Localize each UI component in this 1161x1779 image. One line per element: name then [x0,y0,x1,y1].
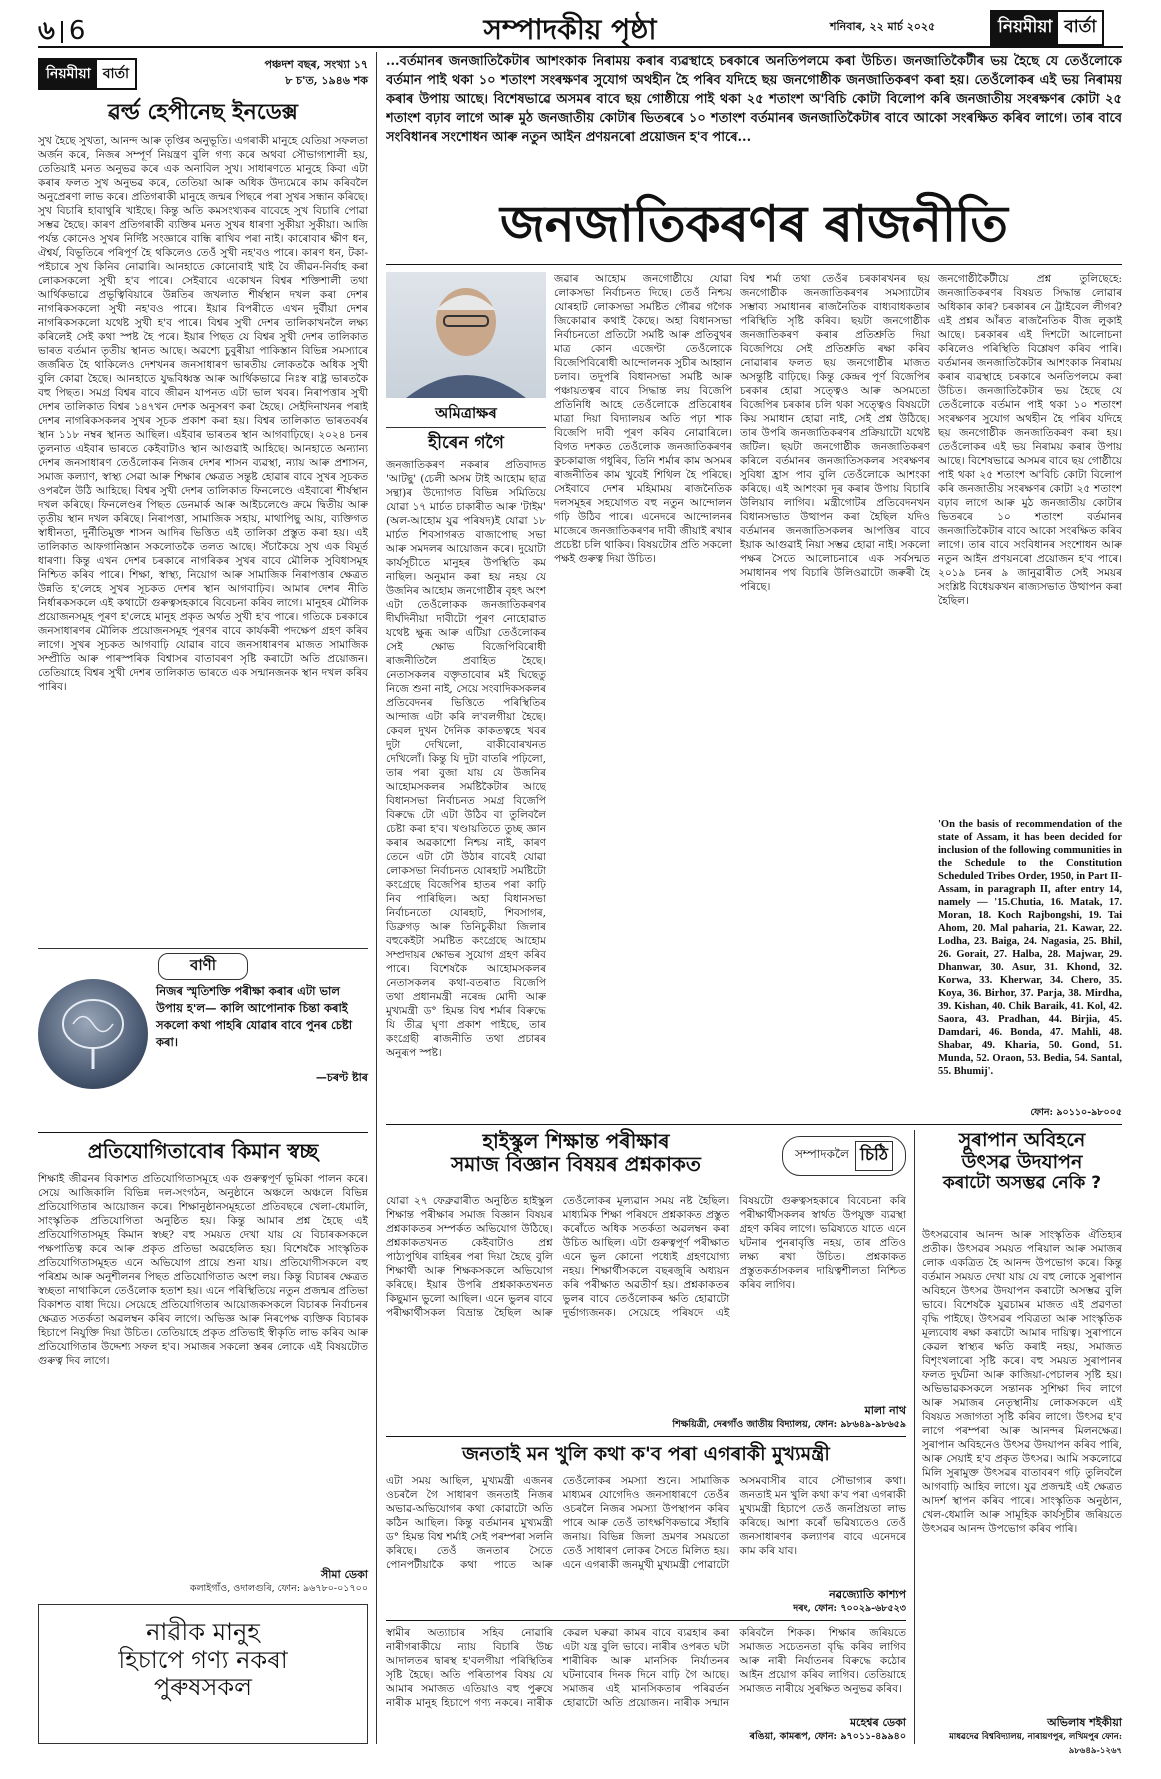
page-number-bn: ৬ [38,16,55,46]
letters-badge [782,1136,906,1176]
article-author: হীৰেন গগৈ [428,433,504,453]
cm-bottom-rule [386,1620,906,1621]
logo-part1: নিয়মীয়া [992,12,1058,44]
alcohol-title-2: উৎসৱ উদযাপন [961,1150,1083,1173]
edition-logo [38,58,137,90]
competition-title: প্ৰতিযোগিতাবোৰ কিমান স্বচ্ছ [87,1139,319,1163]
quote-title: বাণী [158,953,248,980]
column-label: অমিত্রাক্ষৰ [386,402,546,428]
edition-line-1: পঞ্চদশ বছৰ, সংখ্যা ১৭ [264,58,368,71]
main-article-col-2: জৱাৰ আহোম জনগোষ্ঠীয়ে যোৱা লোকসভা নিৰ্বাচনত দিছে। তেওঁ নিশ্চয় যোৰহাট লোকসভা সমষ্টিত গৌৰৱ গগৈক জিকোৱাৰ কথাই কৈছে। অহা বিধানসভা নিৰ্বাচনতো প্ৰতিটো সমষ্টি আৰু প্ৰতিবুথৰ মাত্ৰ কোন এজেণ্টা তেওঁলোকে বিজেপিবিৰোধী আন্দোলনক সুচীৰ আহ্বান চলাব। তদুপৰি বিধানসভা সমষ্টি আৰু পঞ্চায়তত্বৰ বাবে সিদ্ধান্ত লয় বিজেপি প্ৰতিনিধি আহে তেওঁলোকে প্ৰতিৰোধৰ মাত্ৰা দিয়া বিদ্যালয়ৰ অতি পঢ়া শাক বিজেপি দাবী পূৰণ কৰিব নোৱাৰিলে। বিগত দশকত তেওঁলোক জনজাতিকৰণৰ কুচকাৱাজ গধুৰিব, তিনি শৰ্মাৰ কাম অসমৰ ৰাজনীতিৰ কাম খুবেই শিথিল হৈ পৰিছে। সেইবাবে দেশৰ মহিমাময় ৰাজনৈতিক দলসমূহৰ সহযোগত বহু নতুন আন্দোলন গঢ়ি উঠিব পাৰে। এনেদৰে আন্দোলনৰ মাজেৰে জনজাতিকৰণৰ দাবী জীয়াই ৰখাৰ প্ৰচেষ্টা চলি থাকিব। বিষয়টোৰ প্ৰতি সকলো পক্ষই গুৰুত্ব দিয়া উচিত। [554,273,732,565]
hslc-title-2: সমাজ বিজ্ঞান বিষয়ৰ প্ৰশ্নকাকত [451,1152,701,1176]
alcohol-author: অভিলাষ শইকীয়া [1047,1716,1122,1729]
masthead-logo [990,10,1104,46]
logo-part2: বাৰ্তা [1064,17,1097,37]
author-portrait-icon [386,272,546,398]
section-title: সম্পাদকীয় পৃষ্ঠা [483,13,657,46]
left-column-divider [376,52,377,1744]
brain-icon [38,979,148,1089]
alcohol-body: উৎসৱবোৰ আনন্দ আৰু সাংস্কৃতিক ঐতিহ্যৰ প্ৰতীক। উৎসৱৰ সময়ত পৰিয়াল আৰু সমাজৰ লোক একত্ৰিত হৈ আনন্দ উপভোগ কৰে। কিন্তু বৰ্তমান সময়ত দেখা যায় যে বহু লোকে সুৰাপান অবিহনে উৎসৱ উদযাপন কৰাটো অসম্ভৱ বুলি ভাবে। বিশেষকৈ যুৱচামৰ মাজত এই প্ৰৱণতা বৃদ্ধি পাইছে। উৎসৱৰ পবিত্ৰতা আৰু সাংস্কৃতিক মূল্যবোধ ৰক্ষা কৰাটো আমাৰ দায়িত্ব। সুৰাপানে কেৱল স্বাস্থ্যৰ ক্ষতি কৰাই নহয়, সমাজত বিশৃংখলাৰো সৃষ্টি কৰে। বহু সময়ত সুৰাপানৰ ফলত দুৰ্ঘটনা আৰু কাজিয়া-পেচালৰ সৃষ্টি হয়। অভিভাৱকসকলে সন্তানক সুশিক্ষা দিব লাগে আৰু সমাজৰ নেতৃস্থানীয় লোকসকলে এই বিষয়ত সজাগতা সৃষ্টি কৰিব লাগে। উৎসৱ হ'ব লাগে পৰম্পৰা আৰু আনন্দৰ মিলনক্ষেত্ৰ। সুৰাপান অবিহনেও উৎসৱ উদযাপন কৰিব পাৰি, আৰু সেয়াই হ'ব প্ৰকৃত উৎসৱ। আমি সকলোৱে মিলি সুৰামুক্ত উৎসৱৰ বাতাবৰণ গঢ়ি তুলিবলৈ আগবাঢ়ি আহিব লাগে। যুৱ প্ৰজন্মই এই ক্ষেত্ৰত আদৰ্শ স্থাপন কৰিব পাৰে। সাংস্কৃতিক অনুষ্ঠান, খেল-ধেমালি আৰু সামূহিক কাৰ্যসূচীৰ জৰিয়তে উৎসৱৰ আনন্দ উপভোগ কৰিব পাৰি। [922,1229,1122,1535]
page-number-en: 6 [68,16,86,46]
hslc-body: যোৱা ২৭ ফেব্ৰুৱাৰীত অনুষ্ঠিত হাইস্কুল শিক্ষান্ত পৰীক্ষাৰ সমাজ বিজ্ঞান বিষয়ৰ প্ৰশ্নকাকতৰ সম্পৰ্কত অভিযোগ উঠিছে। প্ৰশ্নকাকতখনত কেইবাটাও প্ৰশ্ন পাঠ্যপুথিৰ বাহিৰৰ পৰা দিয়া হৈছে বুলি শিক্ষাৰ্থী আৰু শিক্ষকসকলে অভিযোগ কৰিছে। ইয়াৰ উপৰি প্ৰশ্নকাকতখনত কিছুমান ভুলো আছিল। এনে ভুলৰ বাবে পৰীক্ষাৰ্থীসকল বিভ্ৰান্ত হৈছিল আৰু তেওঁলোকৰ মূল্যৱান সময় নষ্ট হৈছিল। মাধ্যমিক শিক্ষা পৰিষদে প্ৰশ্নকাকত প্ৰস্তুত কৰোঁতে অধিক সতৰ্কতা অৱলম্বন কৰা উচিত আছিল। এটা গুৰুত্বপূৰ্ণ পৰীক্ষাত এনে ভুল কোনো পধ্যেই গ্ৰহণযোগ্য নহয়। শিক্ষাৰ্থীসকলে বছৰজুৰি অধ্যয়ন কৰি পৰীক্ষাত অৱতীৰ্ণ হয়। প্ৰশ্নকাকতৰ ভুলৰ বাবে তেওঁলোকৰ ক্ষতি হোৱাটো দুৰ্ভাগ্যজনক। সেয়েহে পৰিষদে এই বিষয়টো গুৰুত্বসহকাৰে বিবেচনা কৰি পৰীক্ষাৰ্থীসকলৰ স্বাৰ্থত উপযুক্ত ব্যৱস্থা গ্ৰহণ কৰিব লাগে। ভৱিষ্যতে যাতে এনে ঘটনাৰ পুনৰাবৃত্তি নহয়, তাৰ প্ৰতিও লক্ষ্য ৰখা উচিত। প্ৰশ্নকাকত প্ৰস্তুতকৰ্তাসকলৰ দায়িত্বশীলতা নিশ্চিত কৰিব লাগিব। [386,1195,906,1319]
sailor-author: মহেশ্বৰ ডেকা [849,1716,906,1729]
top-banner: ...বৰ্তমানৰ জনজাতিকৈটাৰ আশংকাক নিৰাময় কৰাৰ ব্যৱস্থাহে চৰকাৰে অনতিপলমে কৰা উচিত। জনজাতিকৈটীৰ ভয় হৈছে যে তেওঁলোকে বৰ্তমান পাই থকা ১০ শতাংশ সংৰক্ষণৰ সুযোগ অথহীন হৈ পৰিব যদিহে ছয় জনগোষ্ঠীক জনজাতিকৰণ কৰা হয়। তেওঁলোকৰ এই ভয় নিৰাময় কৰাৰ উপায় আছে। বিশেষভাৱে অসমৰ বাবে ছয় গোষ্ঠীয়ে পাই থকা ২৫ শতাংশ অ'বিচি কোটা বিলোপ কৰি জনজাতীয় সংৰক্ষণৰ কোটা ২৫ শতাংশ বঢ়াব লাগে আৰু মুঠ জনজাতীয় কোটাৰ ভিতৰৰে ১০ শতাংশ বৰ্তমানৰ জনজাতিকৈটাৰ বাবে আকো সংৰক্ষিত কৰিব লাগে। তাৰ বাবে সংবিধানৰ সংশোধন আৰু নতুন আইন প্ৰণয়নৰো প্ৰয়োজন হ'ব পাৰে... [386,54,1122,145]
alcohol-address-text: মাধৱদেৱ বিশ্ববিদ্যালয়, নাৰায়ণপুৰ, লখিমপুৰ [949,1732,1099,1742]
main-title-rule [386,264,1122,265]
editorial-body: সুখ হৈছে সুখতা, আনন্দ আৰু তৃপ্তিৰ অনুভূতি। এগৰাকী মানুহে যেতিয়া সফলতা অৰ্জন কৰে, নিজৰ সম্পূৰ্ণ নিয়ন্ত্ৰণ বুলি গণ্য কৰে অথবা সৌভাগ্যশালী হয়, তেতিয়াই মনত অনুভৱ কৰে এক অনাবিল সুখ। সাধাৰণতে মানুহে কিবা এটা কৰাৰ ফলত সুখ অনুভৱ কৰে, তেতিয়া আৰু অধিক উদ্যমেৰে কাম কৰিবলৈ অনুপ্ৰেৰণা লাভ কৰে। প্ৰতিগৰাকী মানুহে জন্মৰ পিছৰে পৰা সুখৰ সন্ধান কৰিছে। সুখ বিচাৰি হাবাথুৰি খাইছে। কিন্তু অতি কমসংখ্যকৰ বাবেহে সুখ বিচাৰি পোৱা সম্ভৱ হৈছে। কাৰণ প্ৰতিগৰাকী ব্যক্তিৰ মনত সুখৰ ধাৰণা সুকীয়া সুকীয়া। আজি পৰ্যন্ত কোনেও সুখৰ নিৰ্দিষ্ট সংজ্ঞাৰে বান্ধি ৰাখিব পৰা নাই। কাৰোবাৰ ক্ষীণ ধন, ঐশ্বৰ্য, বিভূতিৰে পৰিপূৰ্ণ হৈ থকিলেও তেওঁ সুখী নহ'বও পাৰে। কাৰণ ধন, টকা-পইচাৰে সুখ কিনিব নোৱাৰি। আনহাতে কোনোবাই খাই বৈ জীৱন-নিৰ্বাহ কৰা লোকসকলো সুখী হ'ব পাৰে। সেইবাবে একোখন বিশ্বৰ শক্তিশালী তথা আৰ্থিকভাৱে প্ৰভূত্বিবিয়াৰে উন্নতিৰ জখলাত শীৰ্ষস্থান দখল কৰা দেশৰ নাগৰিকসকলো সুখী নহ'বও পাৰে। ইয়াৰ বিপৰীতে এখন দুৰ্বীয়া দেশৰ নাগৰিকসকলো যথেষ্ট সুখী হ'ব পাৰে। বিশ্বৰ সুখী দেশৰ তালিকাখনলৈ লক্ষ্য কৰিলেই সেই কথা স্পষ্ট হৈ পৰে। ইয়াৰ পিছত যে বিশ্বৰ সুখী দেশৰ তালিকাত ভাৰত বৰ্তমান তৃতীয় স্থানত আছে। অৱশ্যে চুবুৰীয়া পাকিস্তান বিভিন্ন সমস্যাৰে জৰ্জৰিত হৈ থাকিলেও দেশখনৰ জনসাধাৰণ ভাৰতীয় লোকতকৈ অধিক সুখী বুলি কোৱা হৈছে। আনহাতে যুদ্ধবিধ্বস্ত আৰু আৰ্থিকভাৱে নিঃস্ব ৰাষ্ট্ৰ ভাৰতকৈ বহু পিছত। সমগ্ৰ বিশ্বৰ বাবে জীৱন যাপনত এটা ভাল খবৰ। নিৰাপত্তাৰ সুখী দেশৰ তালিকাত বিশ্বৰ ১৪৭খন দেশক অনুসৰণ কৰা হৈছে। সেইদিনাখনৰ পৰাই দেশৰ নাগৰিকসকলৰ সুখৰ সূচক প্ৰকাশ কৰা হয়। বিশ্বৰ তালিকাত ভাৰতবৰ্ষৰ স্থান ১১৮ নম্বৰ স্থানত আছিল। এইবাৰ ভাৰতৰ স্থান আগবাঢ়িছে। ২০২৪ চনৰ তুলনাত এইবাৰ ভাৰতে কেইবাটাও স্থান আগুৱাই আহিছে। আনহাতে অন্যান্য দেশৰ জনসাধাৰণ তেওঁলোকৰ নিজৰ দেশৰ শাসন ব্যৱস্থা, ন্যায় আৰু প্ৰশাসন, সমাজ কল্যাণ, স্বাস্থ্য সেৱা আৰু শিক্ষাৰ ক্ষেত্ৰত সন্তুষ্ট হোৱাৰ বাবে সুখৰ সূচকত ওপৰলৈ উঠি আহিছে। বিশ্বৰ সুখী দেশৰ তালিকাত ফিনলেণ্ডে এইবাৰো শীৰ্ষস্থান দখল কৰিছে। ফিনলেণ্ডৰ পিছত ডেনমাৰ্ক আৰু আইচলেণ্ডে ক্ৰমে দ্বিতীয় আৰু তৃতীয় স্থান দখল কৰিছে। নিৰাপত্তা, সামাজিক সহায়, মাথাপিছু আয়, ব্যক্তিগত স্বাধীনতা, দুৰ্নীতিমুক্ত শাসন আদিৰ ভিত্তিত এই তালিকা প্ৰস্তুত কৰা হয়। এই তালিকাত আফগানিস্তান সকলোতকৈ তলত আছে। সঁচাকৈয়ে সুখ এক বিমূৰ্ত ধাৰণা। কিন্তু এখন দেশৰ চৰকাৰে নাগৰিকৰ সুখৰ বাবে মৌলিক সুবিধাসমূহ নিশ্চিত কৰিব পাৰে। শিক্ষা, স্বাস্থ্য, নিয়োগ আৰু সামাজিক নিৰাপত্তাৰ ক্ষেত্ৰত উন্নতি হ'লেহে সুখৰ সূচকত দেশৰ স্থান আগবাঢ়িব। আমাৰ দেশৰ নীতি নিৰ্ধাৰকসকলে এই কথাটো গুৰুত্বসহকাৰে বিবেচনা কৰিব লাগে। মানুহৰ মৌলিক প্ৰয়োজনসমূহ পূৰণ হ'লেহে মানুহ প্ৰকৃত অৰ্থত সুখী হ'ব পাৰে। গতিকে চৰকাৰে জনসাধাৰণৰ মৌলিক প্ৰয়োজনসমূহ পূৰণৰ বাবে কাৰ্যকৰী পদক্ষেপ গ্ৰহণ কৰিব লাগে। সুখৰ সূচকত আগবাঢ়ি যোৱাৰ বাবে জনসাধাৰণৰ মাজত সামাজিক সম্প্ৰীতি আৰু পাৰস্পৰিক বিশ্বাসৰ বাতাবৰণ সৃষ্টি কৰাটো অতি প্ৰয়োজন। তেতিয়াহে বিশ্বৰ সুখী দেশৰ তালিকাত ভাৰতে এক সন্মানজনক স্থান দখল কৰিব পাৰিব। [38,135,368,693]
main-article-col-3: বিশ্ব শৰ্মা তথা তেওঁৰ চৰকাৰখনৰ ছয় জনগোষ্ঠীক জনজাতিকৰণৰ সমস্যাটোৰ সম্ভাব্য সমাধানৰ ৰাজনৈতিক বাধ্যবাধকতাৰ পৰিস্থিতি সৃষ্টি কৰিব। ছয়টা জনগোষ্ঠীক জনজাতিকৰণ কৰাৰ প্ৰতিশ্ৰুতি দিয়া বিজেপিয়ে সেই প্ৰতিশ্ৰুতি ৰক্ষা কৰিব নোৱাৰাৰ ফলত ছয় জনগোষ্ঠীৰ মাজত অসন্তুষ্টি বাঢ়িছে। কিন্তু কেন্দ্ৰৰ পূৰ্ণ বিজেপিৰ চৰকাৰ হোৱা সত্ত্বেও আৰু অসমতো বিজেপিৰ চৰকাৰ চলি থকা সত্ত্বেও বিষয়টো কিয় সমাধান হোৱা নাই, সেই প্ৰশ্ন উঠিছে। তাৰ উপৰি জনজাতিকৰণৰ প্ৰক্ৰিয়াটো যথেষ্ট জটিল। ছয়টা জনগোষ্ঠীক জনজাতিকৰণ কৰিলে বৰ্তমানৰ জনজাতিসকলৰ সংৰক্ষণৰ সুবিধা হ্ৰাস পাব বুলি তেওঁলোকে আশংকা কৰিছে। এই আশংকা দূৰ কৰাৰ উপায় বিচাৰি উলিয়াব লাগিব। মন্ত্ৰীগোটৰ প্ৰতিবেদনখন বিধানসভাত উত্থাপন কৰা হৈছিল যদিও বৰ্তমানৰ জনজাতিসকলৰ আপত্তিৰ বাবে ইয়াক আগুৱাই নিয়া সম্ভৱ হোৱা নাই। সকলো পক্ষৰ সৈতে আলোচনাৰে এক সৰ্বসন্মত সমাধানৰ পথ বিচাৰি উলিওৱাটো জৰুৰী হৈ পৰিছে। [740,273,930,593]
alcohol-phone: ফোন: ৯৮৬৪৯-১২৬৭ [1068,1732,1122,1756]
letters-label: সম্পাদকলৈ [795,1147,849,1161]
main-article-col-1: জনজাতিকৰণ নকৰাৰ প্ৰতিবাদত 'আটছু' (চেলী অসম টাই আহোম ছাত্ৰ সন্থা)ৰ উদ্যোগত বিভিন্ন সমিতিয়ে যোৱা ১৭ মাৰ্চত চাকাৰীত আৰু 'টাইম' (অল-আহোম যুৱ পৰিষদ)ই যোৱা ১৮ মাৰ্চত শিবসাগৰত বাজাপোছ সভা আৰু সমদলৰ আয়োজন কৰে। দুয়োটা কাৰ্যসূচীতে মানুহৰ উপস্থিতি কম নাছিল। অনুমান কৰা হয় নহয় যে উজনিৰ আহোম জনগোষ্ঠীৰ বৃহৎ অংশ এটা তেওঁলোকক জনজাতিকৰণৰ দীৰ্ঘদিনীয়া দাবীটো পূৰণ নোহোৱাত যথেষ্ট ক্ষুব্ধ আৰু এটিয়া তেওঁলোকৰ সেই ক্ষোভ বিজেপিবিৰোধী ৰাজনীতিলৈ প্ৰবাহিত হৈছে। নেতাসকলৰ বক্তৃতাবোৰ মই ঘিছেতু নিজে শুনা নাই, সেয়ে সংবাদিকসকলৰ প্ৰতিবেদনৰ ভিত্তিতে পৰিস্থিতিৰ আন্দাজ এটা কৰি ল'বলগীয়া হৈছে। কেবল দুখন দৈনিক কাকতত্বহে খবৰ দুটা দেখিলো, বাকীবোৰখনত দেখিলোঁ। কিন্তু যি দুটা বাতৰি পঢ়িলো, তাৰ পৰা বুজা যায় যে উজনিৰ আহোমসকলৰ সমষ্টিকৈটাৰ আছে বিধানসভা নিৰ্বাচনত সমগ্ৰ বিজেপি বিৰুদ্ধে টো এটা উঠিব বা তুলিবলৈ চেষ্টা কৰা হ'ব। খণ্ডায়তিতে তুচ্ছ জ্ঞান কৰাৰ অৱকাশো নিশ্চয় নাই, কাৰণ তেনে এটা ঢৌ উঠাৰ বাবেই যোৱা লোকসভা নিৰ্বাচনত যোৰহাট সমষ্টিটো কংগ্ৰেছে বিজেপিৰ হাতৰ পৰা কাঢ়ি নিব পাৰিছিল। অহা বিধানসভা নিৰ্বাচনতো যোৰহাট, শিবসাগৰ, ডিব্ৰুগড় আৰু তিনিচুকীয়া জিলাৰ বহুকেইটা সমষ্টিত কংগ্ৰেছে আহোম সম্প্ৰদায়ৰ ক্ষোভৰ সুযোগ গ্ৰহণ কৰিব পাৰে। বিশেষকৈ আহোমসকলৰ নেতাসকলৰ কথা-বতৰাত বিজেপি তথা প্ৰধানমন্ত্ৰী নৰেন্দ্ৰ মোদী আৰু মুখ্যমন্ত্ৰী ড° হিমন্ত বিশ্ব শৰ্মাৰ বিৰুদ্ধে যি তীব্ৰ ঘৃণা প্ৰকাশ পাইছে, তাৰ কংগ্ৰেছী ৰাজনীতি তথা প্ৰচাৰৰ অনুৰূপ স্পষ্ট। [386,459,546,1059]
hslc-author: মালা নাথ [864,1404,906,1417]
masthead [0,0,1161,46]
sailor-address: ৰঙিয়া, কামৰূপ, ফোন: ৯৭০১১-৪৯৯৪০ [749,1731,906,1742]
edition-line-2: ৮ চ'ত, ১৯৪৬ শক [285,74,368,87]
cm-address: দৰং, ফোন: ৭০০২৯-৬৮৫২৩ [793,1603,906,1614]
editorial-title: ৱৰ্ল্ড হেপীনেছ ইনডেক্স [108,100,298,125]
cm-title: জনতাই মন খুলি কথা ক'ব পৰা এগৰাকী মুখ্যমন্ত্ৰী [462,1443,830,1465]
masthead-rule [38,46,1123,48]
quote-author: —চৰণ্ট ষ্টাৰ [315,1071,368,1084]
sailor-title-3: পুৰুষসকল [153,1673,253,1702]
alcohol-title-1: সুৰাপান অবিহনে [958,1129,1086,1151]
main-article-english-quote: 'On the basis of recommendation of the state of Assam, it has been decided for inclusion of the following communities in the Schedule to the Constitution Scheduled Tribes Order, 1950, in Part II-Assam, in paragraph II, after entry 14, namely — '15.Chutia, 16. Matak, 17. Moran, 18. Koch Rajbongshi, 19. Tai Ahom, 20. Mal paharia, 21. Kawar, 22. Lodha, 23. Baiga, 24. Nagasia, 25. Bhil, 26. Gorait, 27. Halba, 28. Majwar, 29. Dhanwar, 30. Asur, 31. Khond, 32. Korwa, 33. Kherwar, 34. Chero, 35. Koya, 36. Birhor, 37. Parja, 38. Mirdha, 39. Kishan, 40. Chik Baraik, 41. Kol, 42. Saora, 43. Pradhan, 44. Birjia, 45. Damdari, 46. Bonda, 47. Mahli, 48. Shabar, 49. Kharia, 50. Gond, 51. Munda, 52. Oraon, 53. Bedia, 54. Santal, 55. Bhumij'. [938,819,1122,1077]
competition-author: সীমা ডেকা [321,1568,368,1581]
edition-logo-part1: নিয়মীয়া [40,60,97,88]
main-article-phone: ফোন: ৯০১১০-৯৮০০৫ [1030,1107,1122,1118]
hslc-address-text: শিক্ষয়িত্ৰী, দেৰগাঁও জাতীয় বিদ্যালয় [672,1419,808,1430]
right-letters-divider [914,1130,915,1744]
edition-logo-part2: বাৰ্তা [102,66,130,82]
alcohol-title-3: কৰাটো অসম্ভৱ নেকি ? [942,1172,1102,1193]
hslc-address: শিক্ষয়িত্ৰী, দেৰগাঁও জাতীয় বিদ্যালয়, ফোন: ৯৮৬৪৯-৯৮৬৫৯ [672,1419,906,1430]
quote-text: নিজৰ স্মৃতিশক্তি পৰীক্ষা কৰাৰ এটা ভাল উপায় হ'ল— কালি আপোনাক চিন্তা কৰাই সকলো কথা পাহৰি যোৱাৰ বাবে পুনৰ চেষ্টা কৰা। [156,984,353,1049]
author-photo [386,272,546,398]
quote-box [38,948,368,1128]
issue-date: শনিবাৰ, ২২ মাৰ্চ ২০২৫ [830,20,936,33]
main-article-col-4: জনগোষ্ঠীকৈটীয়ে প্ৰশ্ন তুলিছেহে: জনজাতিকৰণৰ বিষয়ত সিদ্ধান্ত লোৱাৰ অধিকাৰ কাৰ? চৰকাৰৰ নে ট্ৰাইবেল লীগৰ? এই প্ৰশ্নৰ আঁৰত ৰাজনৈতিক বীজ লুকাই আছে। চৰকাৰৰ এই দিশটো আলোচনা কৰিলেও পৰিস্থিতি বিশ্লেষণ কৰিব পাৰি। বৰ্তমানৰ জনজাতিকৈটাৰ আশংকাক নিৰাময় কৰাৰ ব্যৱস্থাহে চৰকাৰে অনতিপলমে কৰা উচিত। জনজাতিকৈটাৰ ভয় হৈছে যে তেওঁলোকে বৰ্তমান পাই থকা ১০ শতাংশ সংৰক্ষণৰ সুযোগ অথহীন হৈ পৰিব যদিহে ছয় জনগোষ্ঠীক জনজাতিকৰণ কৰা হয়। তেওঁলোকৰ এই ভয় নিৰাময় কৰাৰ উপায় আছে। বিশেষভাৱে অসমৰ বাবে ছয় গোষ্ঠীয়ে পাই থকা ২৫ শতাংশ অ'বিচি কোটা বিলোপ কৰি জনজাতীয় সংৰক্ষণৰ কোটা ২৫ শতাংশ বঢ়াব লাগে আৰু মুঠ জনজাতীয় কোটাৰ ভিতৰৰে ১০ শতাংশ বৰ্তমানৰ জনজাতিকৈটাৰ বাবে আকো সংৰক্ষিত কৰিব লাগে। তাৰ বাবে সংবিধানৰ সংশোধন আৰু নতুন আইন প্ৰণয়নৰো প্ৰয়োজন হ'ব পাৰে। ২০১৯ চনৰ ৯ জানুৱাৰীত সেই সময়ৰ সংশ্লিষ্ট বিধেয়কখন ৰাজ্যসভাত উত্থাপন কৰা হৈছিল। [938,273,1122,607]
hslc-phone: ফোন: ৯৮৬৪৯-৯৮৬৫৯ [814,1419,906,1430]
competition-address: কলাইগাঁও, ওদালগুৰি, ফোন: ৯৬৭৮০-০১৭০০ [189,1583,368,1594]
hslc-title-1: হাইস্কুল শিক্ষান্ত পৰীক্ষাৰ [482,1129,670,1153]
sailor-body: স্বামীৰ অত্যাচাৰ সহিব নোৱাৰি নাৰীগৰাকীয়ে ন্যায় বিচাৰি উচ্চ আদালতৰ দ্বাৰস্থ হ'বলগীয়া পৰিস্থিতিৰ সৃষ্টি হৈছে। অতি পৰিতাপৰ বিষয় যে আমাৰ সমাজত এতিয়াও বহু পুৰুষে নাৰীক মানুহ হিচাপে গণ্য নকৰে। নাৰীক কেৱল ঘৰুৱা কামৰ বাবে ব্যৱহাৰ কৰা এটা যন্ত্ৰ বুলি ভাবে। নাৰীৰ ওপৰত ঘটা শাৰীৰিক আৰু মানসিক নিৰ্যাতনৰ ঘটনাবোৰ দিনক দিনে বাঢ়ি গৈ আছে। সমাজৰ এই মানসিকতাৰ পৰিৱৰ্তন হোৱাটো অতি প্ৰয়োজন। নাৰীক সন্মান কৰিবলৈ শিকক। শিক্ষাৰ জৰিয়তে সমাজত সচেতনতা বৃদ্ধি কৰিব লাগিব আৰু নাৰী নিৰ্যাতনৰ বিৰুদ্ধে কঠোৰ আইন প্ৰয়োগ কৰিব লাগিব। তেতিয়াহে সমাজত নাৰীয়ে সুৰক্ষিত অনুভৱ কৰিব। [386,1627,906,1709]
edition-box [38,52,368,96]
competition-rule [38,1132,368,1133]
sailor-heading-box [38,1604,368,1744]
alcohol-title-box [922,1130,1122,1226]
alcohol-address [922,1730,1122,1758]
sailor-title-2: হিচাপে গণ্য নকৰা [118,1645,288,1674]
letters-word: চিঠি [855,1141,893,1171]
cm-body: এটা সময় আছিল, মুখ্যমন্ত্ৰী এজনৰ ওচৰলৈ গৈ সাধাৰণ জনতাই নিজৰ অভাৱ-অভিযোগৰ কথা কোৱাটো অতি কঠিন আছিল। কিন্তু বৰ্তমানৰ মুখ্যমন্ত্ৰী ড° হিমন্ত বিশ্ব শৰ্মাই সেই পৰম্পৰা সলনি কৰিছে। তেওঁ জনতাৰ সৈতে পোনপটীয়াকৈ কথা পাতে আৰু তেওঁলোকৰ সমস্যা শুনে। সামাজিক মাধ্যমৰ যোগেদিও জনসাধাৰণে তেওঁৰ ওচৰলৈ নিজৰ সমস্যা উপস্থাপন কৰিব পাৰে আৰু তেওঁ তাৎক্ষণিকভাৱে সঁহাৰি জনায়। বিভিন্ন জিলা ভ্ৰমণৰ সময়তো তেওঁ সাধাৰণ লোকৰ সৈতে মিলিত হয়। এনে এগৰাকী জনমুখী মুখ্যমন্ত্ৰী পোৱাটো অসমবাসীৰ বাবে সৌভাগ্যৰ কথা। জনতাই মন খুলি কথা ক'ব পৰা এগৰাকী মুখ্যমন্ত্ৰী হিচাপে তেওঁ জনপ্ৰিয়তা লাভ কৰিছে। আশা কৰোঁ ভৱিষ্যতেও তেওঁ জনসাধাৰণৰ কল্যাণৰ বাবে এনেদৰে কাম কৰি যাব। [386,1475,906,1571]
main-article-title: জনজাতিকৰণৰ ৰাজনীতি [500,195,1008,253]
hslc-title-box [386,1130,906,1190]
cm-author: নৱজ্যোতি কাশ্যপ [829,1588,906,1601]
sailor-title-1: নাৱীক মানুহ [146,1618,260,1646]
hslc-bottom-rule [386,1436,906,1437]
main-article-bottom-rule [386,1124,1122,1125]
competition-body: শিক্ষাই জীৱনৰ বিকাশত প্ৰতিযোগিতাসমূহে এক গুৰুত্বপূৰ্ণ ভূমিকা পালন কৰে। সেয়ে আজিকালি বিভিন্ন দল-সংগঠন, অনুষ্ঠানে অঞ্চলে অঞ্চলে বিভিন্ন প্ৰতিযোগিতাৰ আয়োজন কৰে। শিক্ষানুষ্ঠানসমূহতো প্ৰতিবছৰে খেলা-ধেমালি, সাংস্কৃতিক প্ৰতিযোগিতা অনুষ্ঠিত হয়। কিন্তু আমাৰ প্ৰশ্ন হৈছে এই প্ৰতিযোগিতাসমূহ কিমান স্বচ্ছ? বহু সময়ত দেখা যায় যে বিচাৰকসকলে পক্ষপাতিত্ব কৰে আৰু প্ৰকৃত প্ৰতিভা অৱহেলিত হয়। বিশেষকৈ সাংস্কৃতিক প্ৰতিযোগিতাসমূহত এনে অভিযোগ প্ৰায়ে শুনা যায়। প্ৰতিযোগীসকলে বহু পৰিশ্ৰম আৰু অনুশীলনৰ পিছত প্ৰতিযোগিতাত অংশ লয়। কিন্তু বিচাৰৰ ক্ষেত্ৰত স্বচ্ছতা নাথাকিলে তেওঁলোক হতাশ হয়। এনে পৰিস্থিতিয়ে নতুন প্ৰজন্মৰ প্ৰতিভা বিকাশত বাধা দিয়ে। সেয়েহে প্ৰতিযোগিতাৰ আয়োজকসকলে বিচাৰক নিৰ্বাচনৰ ক্ষেত্ৰত সতৰ্কতা অৱলম্বন কৰিব লাগে। অভিজ্ঞ আৰু নিৰপেক্ষ ব্যক্তিক বিচাৰক হিচাপে নিযুক্তি দিয়া উচিত। তেতিয়াহে প্ৰকৃত প্ৰতিভাই স্বীকৃতি লাভ কৰিব আৰু প্ৰতিযোগিতাৰ উদ্দেশ্য সফল হ'ব। সমাজৰ সকলো স্তৰৰ লোকে এই বিষয়টোত গুৰুত্ব দিব লাগে। [38,1173,368,1367]
brain-illustration [38,979,148,1089]
